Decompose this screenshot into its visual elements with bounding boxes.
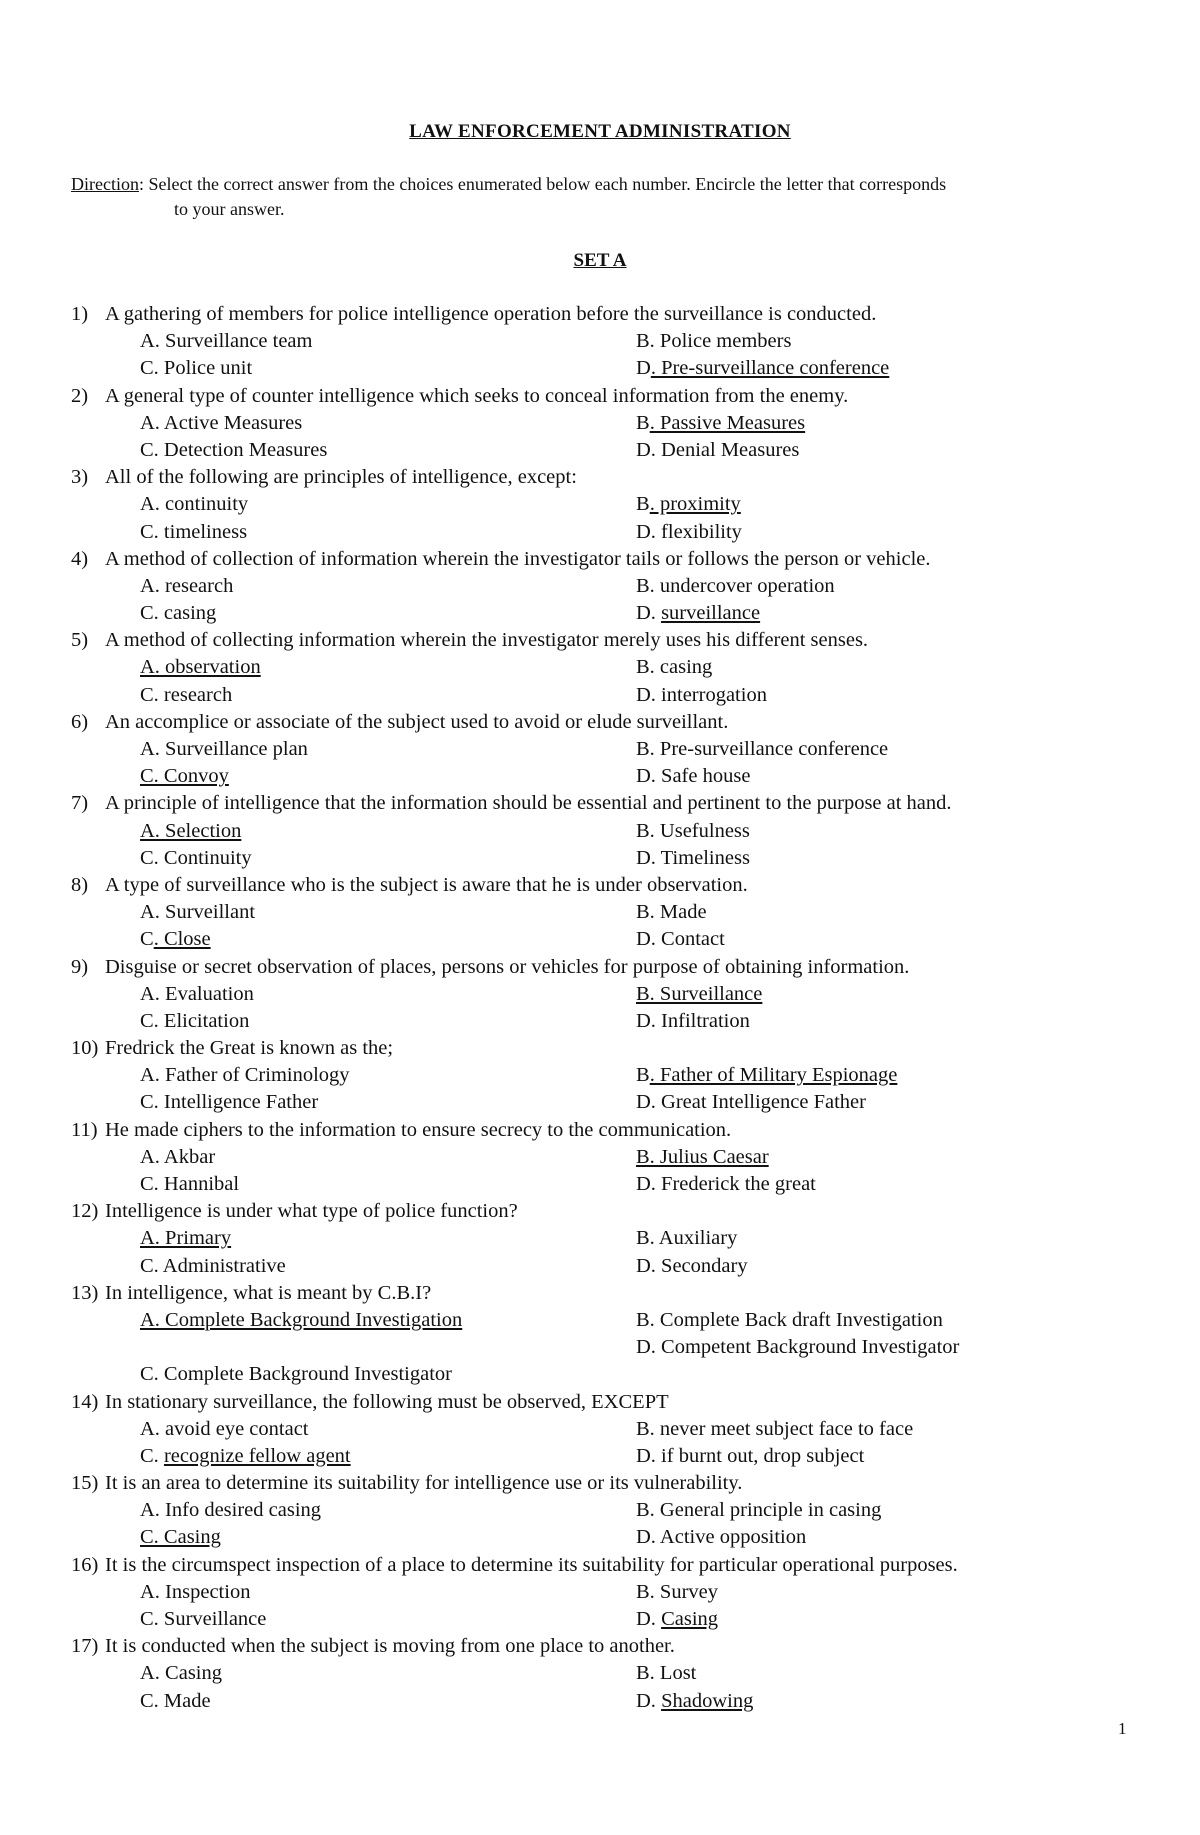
option-b: B. General principle in casing <box>636 1499 882 1522</box>
option-b-prefix: B <box>636 411 650 434</box>
option-b: B. never meet subject face to face <box>636 1417 914 1440</box>
question-text: It is an area to determine its suitability for intelligence use or its vulnerability. <box>105 1472 743 1495</box>
question-item <box>71 301 1151 383</box>
question-text: A type of surveillance who is the subject is aware that he is under observation. <box>105 873 748 896</box>
option-a: A. Active Measures <box>140 411 303 434</box>
option-b-prefix: B <box>636 1064 650 1087</box>
option-a: A. Surveillance team <box>140 330 313 353</box>
option-b-answer: . Passive Measures <box>649 411 806 434</box>
question-number: 5) <box>71 629 89 652</box>
option-c: C. Police unit <box>140 357 253 380</box>
option-c: C. Surveillance <box>140 1608 267 1630</box>
question-item <box>71 790 1151 872</box>
question-text: In stationary surveillance, the following must be observed, EXCEPT <box>105 1390 669 1413</box>
option-d-answer: Casing <box>661 1608 719 1630</box>
option-b-answer: B. Julius Caesar <box>636 1145 769 1168</box>
option-d-prefix: D. <box>636 1689 662 1712</box>
option-d <box>636 355 889 382</box>
direction-label: Direction <box>71 174 139 194</box>
option-d: D. Contact <box>636 928 725 951</box>
question-text: A method of collecting information wherein the investigator merely uses his different senses. <box>105 629 869 652</box>
option-c: C. Continuity <box>140 846 252 869</box>
question-text: A gathering of members for police intelligence operation before the surveillance is conducted. <box>105 303 877 325</box>
page-number: 1 <box>1118 1719 1127 1738</box>
question-item <box>71 464 1151 546</box>
question-item <box>71 1552 1151 1634</box>
question-item <box>71 383 1151 465</box>
question-text: It is conducted when the subject is moving from one place to another. <box>105 1635 675 1658</box>
question-number: 4) <box>71 547 89 570</box>
option-c: C. Intelligence Father <box>140 1091 319 1114</box>
option-d: D. flexibility <box>636 520 742 543</box>
question-text: In intelligence, what is meant by C.B.I? <box>105 1281 432 1304</box>
option-d-answer: . Pre-surveillance conference <box>650 357 890 380</box>
question-text: Disguise or secret observation of places, persons or vehicles for purpose of obtaining information. <box>105 955 910 978</box>
question-number: 11) <box>71 1118 98 1141</box>
option-c: C. casing <box>140 602 217 625</box>
question-text: He made ciphers to the information to ensure secrecy to the communication. <box>105 1118 732 1141</box>
option-a: A. Surveillant <box>140 901 256 924</box>
question-text: Intelligence is under what type of police function? <box>105 1200 518 1223</box>
question-item <box>71 1198 1151 1280</box>
question-number: 17) <box>71 1635 99 1658</box>
question-number: 15) <box>71 1472 99 1495</box>
option-c-answer: . Close <box>153 928 211 951</box>
option-d <box>636 1606 718 1633</box>
question-number: 6) <box>71 710 89 733</box>
option-a: A. Evaluation <box>140 982 254 1005</box>
option-c: C. research <box>140 683 233 706</box>
option-b: B. undercover operation <box>636 574 835 597</box>
direction-paragraph <box>71 172 1141 222</box>
option-d: D. if burnt out, drop subject <box>636 1444 865 1467</box>
question-item <box>71 1117 1151 1199</box>
option-c: C. Detection Measures <box>140 438 328 461</box>
option-d-prefix: D. <box>636 1608 662 1630</box>
option-b: B. Auxiliary <box>636 1227 738 1250</box>
option-c: C. Complete Background Investigator <box>140 1363 452 1386</box>
question-text: An accomplice or associate of the subject used to avoid or elude surveillant. <box>105 710 729 733</box>
question-item <box>71 709 1151 791</box>
option-b-prefix: B <box>636 493 650 516</box>
option-b: B. Complete Back draft Investigation <box>636 1308 943 1331</box>
option-a: A. continuity <box>140 493 249 516</box>
option-d: D. Infiltration <box>636 1009 750 1032</box>
question-text: A principle of intelligence that the information should be essential and pertinent to the purpose at hand. <box>105 792 952 815</box>
option-d: D. Denial Measures <box>636 438 800 461</box>
option-b <box>636 491 741 518</box>
option-d-prefix: D <box>636 357 651 380</box>
option-d: D. Safe house <box>636 765 751 788</box>
option-c: C. Made <box>140 1689 211 1712</box>
option-a-answer: A. Selection <box>140 819 242 842</box>
option-d: D. interrogation <box>636 683 767 706</box>
option-c-answer: recognize fellow agent <box>163 1444 351 1467</box>
option-b: B. Survey <box>636 1580 718 1603</box>
option-d-answer: Shadowing <box>661 1689 754 1712</box>
option-b <box>636 1062 897 1089</box>
question-text: A general type of counter intelligence which seeks to conceal information from the enemy. <box>105 384 849 407</box>
option-a: A. Inspection <box>140 1580 251 1603</box>
question-text: All of the following are principles of intelligence, except: <box>105 466 577 489</box>
question-item <box>71 1470 1151 1552</box>
question-item <box>71 954 1151 1036</box>
option-d: D. Timeliness <box>636 846 750 869</box>
option-c-prefix: C <box>140 928 154 951</box>
option-d-answer: surveillance <box>661 602 761 625</box>
option-c <box>140 1443 351 1470</box>
option-b: B. Police members <box>636 330 792 353</box>
option-d: D. Secondary <box>636 1254 748 1277</box>
question-item <box>71 546 1151 628</box>
question-item <box>71 1035 1151 1117</box>
question-text: It is the circumspect inspection of a place to determine its suitability for particular operational purposes. <box>105 1553 958 1576</box>
set-title: SET A <box>573 250 627 271</box>
option-c: C. timeliness <box>140 520 248 543</box>
option-b: B. Lost <box>636 1662 697 1685</box>
option-d: D. Frederick the great <box>636 1173 816 1195</box>
option-b: B. Pre-surveillance conference <box>636 738 889 760</box>
option-a: A. avoid eye contact <box>140 1417 309 1440</box>
option-d: D. Active opposition <box>636 1526 807 1549</box>
option-b: B. casing <box>636 656 713 679</box>
question-number: 10) <box>71 1037 99 1060</box>
question-number: 14) <box>71 1390 99 1413</box>
question-number: 7) <box>71 792 89 815</box>
option-c-answer: C. Convoy <box>140 765 229 788</box>
option-c-prefix: C. <box>140 1444 164 1467</box>
option-a: A. Father of Criminology <box>140 1064 350 1087</box>
question-number: 12) <box>71 1200 99 1223</box>
option-a: A. research <box>140 574 234 597</box>
question-text: Fredrick the Great is known as the; <box>105 1037 394 1060</box>
option-d <box>636 1688 753 1715</box>
question-number: 8) <box>71 873 89 896</box>
question-item <box>71 872 1151 954</box>
option-b: B. Usefulness <box>636 819 750 842</box>
option-d-prefix: D. <box>636 602 662 625</box>
option-d: D. Great Intelligence Father <box>636 1091 866 1114</box>
option-c <box>140 926 211 953</box>
option-b-answer: . Father of Military Espionage <box>649 1064 898 1087</box>
option-a: A. Info desired casing <box>140 1499 322 1522</box>
question-number: 16) <box>71 1553 99 1576</box>
option-a: A. Akbar <box>140 1145 216 1168</box>
question-item <box>71 1633 1151 1715</box>
option-b-answer: B. Surveillance <box>636 982 763 1005</box>
option-a-answer: A. observation <box>140 656 261 679</box>
option-c-answer: C. Casing <box>140 1526 221 1549</box>
direction-text-continued: to your answer. <box>174 199 285 219</box>
option-c: C. Administrative <box>140 1254 286 1277</box>
question-item <box>71 627 1151 709</box>
question-number: 1) <box>71 303 89 325</box>
question-number: 9) <box>71 955 89 978</box>
question-list <box>71 301 1151 1715</box>
option-c: C. Elicitation <box>140 1009 250 1032</box>
question-number: 13) <box>71 1281 99 1304</box>
option-d: D. Competent Background Investigator <box>636 1336 960 1359</box>
option-a-answer: A. Primary <box>140 1227 232 1250</box>
question-number: 2) <box>71 384 89 407</box>
question-number: 3) <box>71 466 89 489</box>
option-b: B. Made <box>636 901 707 924</box>
option-a-answer: A. Complete Background Investigation <box>140 1308 463 1331</box>
option-a: A. Surveillance plan <box>140 738 308 760</box>
question-item <box>71 1280 1151 1389</box>
question-item <box>71 1389 1151 1471</box>
option-d <box>636 600 760 627</box>
option-c: C. Hannibal <box>140 1173 240 1195</box>
option-b <box>636 410 805 437</box>
question-text: A method of collection of information wherein the investigator tails or follows the person or vehicle. <box>105 547 931 570</box>
document-title: LAW ENFORCEMENT ADMINISTRATION <box>409 121 791 142</box>
option-b-answer: . proximity <box>649 493 741 516</box>
direction-text: : Select the correct answer from the choices enumerated below each number. Encircle the letter that corresponds <box>138 174 947 194</box>
option-a: A. Casing <box>140 1662 222 1685</box>
